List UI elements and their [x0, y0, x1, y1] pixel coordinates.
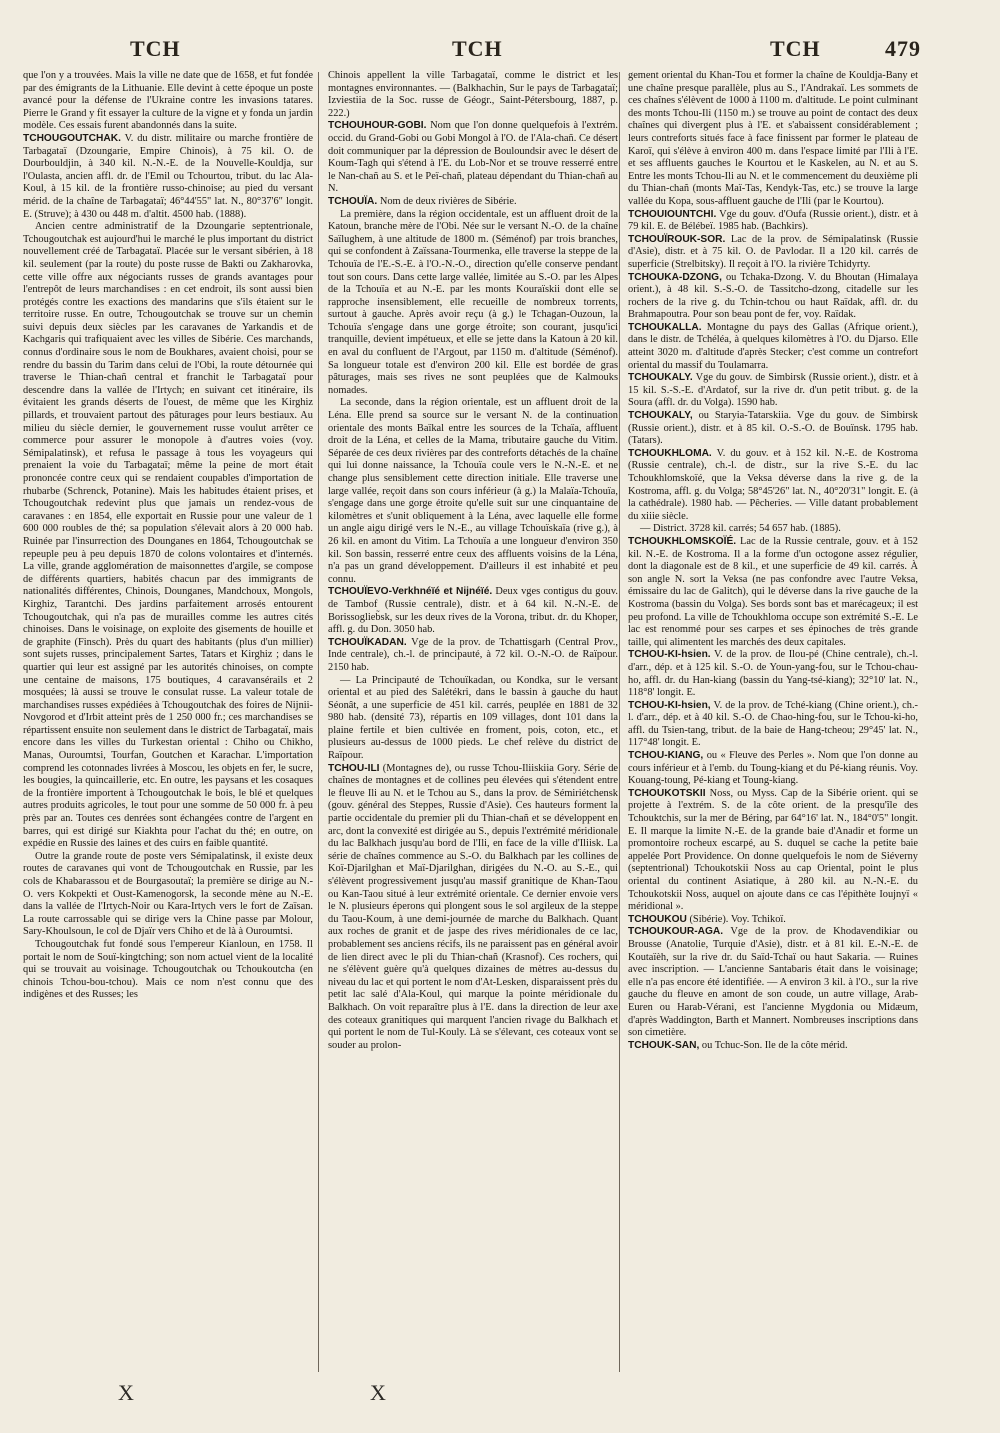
dictionary-entry	[328, 763, 618, 1053]
entry-text: (Montagnes de), ou russe Tchou-Iliiskiia Gory. Série de chaînes de montagnes et de collines peu élevées qui s'étendent entre le fleuve Ili au N. et le Tchou au S., dans la prov. de Sémiriétchensk (gouv. général des Steppes, Russie d'Asie). Ces hauteurs forment la partie occidentale du premier pli du Thian-chañ et se développent en arc, dont la convexité est dirigée au S., depuis l'extrémité méridionale du lac Balkhach jusqu'au bord de l'Ili, en face de la ville d'Iliisk. La série de chaînes commence au S.-O. du Balkhach par les collines de Koï-Djarilghan et Maï-Djarilghan, dirigées du N.-O. au S.-E., qui s'élèvent progressivement jusqu'au massif granitique de Khan-Taou ou Kan-Taou situé à leur extrémité orientale. Ce dernier envoie vers le N. plusieurs éperons qui plongent sous le sol argileux de la steppe du Taou-Koum, à une demi-journée de marche du Balkhach. Quant aux roches de granit et de jaspe des rives méridionales de ce lac, probablement ses anciens récifs, ils ne paraissent pas en général avoir de lien direct avec le pli du Thian-chañ (Krasnof). Ces rochers, qui ne s'élèvent guère qu'à quelques dizaines de mètres au-dessus du niveau du lac et qui portent le nom d'At-Lesken, disparaissent près du petit lac salé d'Ala-Koul, qui marque la pointe méridionale du Balkhach. On voit reparaître plus à l'E. dans la direction de leur axe des coteaux granitiques qui marquent l'ancien rivage du Balkhach et qui portent le nom de Tul-Kouly. Là se s'élevant, ces coteaux vont se souder au prolon-	[328, 762, 618, 1051]
column-3	[628, 70, 918, 1380]
dictionary-entry	[628, 448, 918, 524]
column-2	[328, 70, 618, 1380]
entry-text: Nom de deux rivières de Sibérie.	[377, 195, 517, 207]
paragraph	[328, 209, 618, 398]
entry-text: La première, dans la région occidentale, est un affluent droit de la Katoun, branche mère de l'Obi. Née sur le versant N.-O. de la chaîne Saïlughem, à une altitude de 1800 m. (Séménof) par trois branches, qui se confondent à Zaïssana-Tourmenka, elle traverse la steppe de la Tchouïa de l'E.-S.-E. à l'O.-N.-O., direction qu'elle conserve pendant tout son cours. Dans cette large vallée, limitée au S.-O. par les Alpes de la Tchouïa et au N.-E. par les monts Kouraïskii dont elle se rapproche insensiblement, elle recueille de nombreux torrents, surtout à gauche. Après avoir reçu (à g.) le Tchagan-Ouzoun, la Tchouïa s'engage dans une gorge étroite; son courant, jusqu'ici tranquille, devient impétueux, et elle se jette dans la Katoun à 20 kil. en aval du confluent de l'Argout, par 1150 m. d'altitude (Séménof). Sa longueur totale est d'environ 200 kil. Elle est bordée de gras pâturages, mais ses rives ne sont peuplées que de Kalmouks nomades.	[328, 208, 618, 396]
entry-text: ou Staryia-Tatarskiia. Vge du gouv. de Simbirsk (Russie orient.), distr. et à 85 kil. O.-S.-O. de Bouïnsk. 1795 hab. (Tatars).	[628, 410, 918, 447]
column-1	[23, 70, 313, 1380]
entry-text: que l'on y a trouvées. Mais la ville ne date que de 1658, et fut fondée par des émigrants de la Lithuanie. Elle devint à cette époque un poste avancé pour la défense de l'Ukraine contre les invasions tatares. Pierre le Grand y fit essayer la culture de la vigne et y fonda un jardin modèle. Ces essais furent abandonnés dans la suite.	[23, 70, 313, 132]
paragraph	[23, 70, 313, 133]
header-center: TCH	[452, 36, 503, 61]
paragraph	[23, 939, 313, 1002]
entry-headword: TCHOUHOUR-GOBI.	[328, 120, 427, 132]
paragraph	[328, 70, 618, 120]
dictionary-entry	[328, 586, 618, 636]
entry-headword: TCHOUIOUNTCHI.	[628, 208, 717, 220]
entry-text: V. du distr. militaire ou marche frontière de Tarbagataï (Dzoungarie, Empire Chinois), à 75 kil. O. de Dourbouldjin, à 340 kil. N.-N.-E. de la Nouvelle-Kouldja, sur l'Oulasta, ancien affl. dr. de l'Emil ou Tchourtou, tribut. du lac Ala-Koul, à 15 kil. de la frontière russo-chinoise; au pied du versant mérid. de la chaîne de Tarbagataï; 46°44'55" lat. N., 80°37'6" longit. E. (Struve); à 430 ou 448 m. d'altit. 4500 hab. (1888).	[23, 132, 313, 220]
paragraph	[628, 70, 918, 209]
entry-text: Vge de la prov. de Tchattisgarh (Central Prov., Inde centrale), ch.-l. de principauté, à 72 kil. O.-N.-O. de Raïpour. 2150 hab.	[328, 636, 618, 673]
column-divider	[318, 72, 319, 1372]
dictionary-entry	[628, 272, 918, 322]
entry-headword: TCHOU-KIANG,	[628, 750, 704, 762]
entry-headword: TCHOUÏA.	[328, 195, 378, 207]
entry-headword: TCHOUKALY,	[628, 410, 693, 422]
dictionary-entry	[628, 926, 918, 1039]
entry-text: Outre la grande route de poste vers Sémipalatinsk, il existe deux routes de caravanes qui vont de Tchougoutchak en Russie, par les cols de Khabarassou et de Bourgasoutaï; la première se dirige au N.-O. vers Kokpekti et Oust-Kamenogorsk, la seconde mène au N.-E. dans la vallée de l'Irtych-Noir ou Kara-Irtych vers le fort de Zaïsan. La route carrossable qui se dirige vers la Chine passe par Molour, Sary-Khoulsoun, le col de Djaïr vers Chiho et de là à Ouroumtsi.	[23, 850, 313, 938]
entry-headword: TCHOUKHLOMA.	[628, 447, 712, 459]
entry-headword: TCHOUK-SAN,	[628, 1039, 700, 1051]
dictionary-entry	[628, 914, 918, 927]
entry-headword: TCHOUKHLOMSKOÏÉ.	[628, 535, 737, 547]
dictionary-entry	[628, 700, 918, 750]
header-right: TCH	[770, 36, 821, 61]
dictionary-entry	[628, 750, 918, 788]
dictionary-entry	[328, 120, 618, 196]
entry-text: Vge du gouv. d'Oufa (Russie orient.), distr. et à 79 kil. E. de Bélébeï. 1985 hab. (Bachkirs).	[628, 208, 918, 233]
dictionary-entry	[328, 637, 618, 675]
entry-headword: TCHOUÏKADAN.	[328, 636, 407, 648]
entry-text: Lac de la prov. de Sémipalatinsk (Russie d'Asie), distr. et à 75 kil. O. de Pavlodar. Il a 120 kil. carrés de superficie (Strelbitsky). Il reçoit à l'O. la rivière Tchidyrty.	[628, 233, 918, 270]
header-left: TCH	[130, 36, 181, 61]
entry-text: Vge de la prov. de Khodavendikiar ou Brousse (Anatolie, Turquie d'Asie), distr. et à 81 kil. E.-N.-E. de Koutaïèh, sur la rive dr. du Saïd-Tchaï ou haut Sakaria. — Ruines avec inscription. — L'ancienne Santabaris était dans le voisinage; elle n'a pas encore été identifiée. — A environ 3 kil. à l'O., sur la rive gauche du fleuve en amont de son coude, un autre village, Arab-Euren ou Harab-Vérani, est l'ancienne Mygdonia ou Midæum, d'après Waddington, Barth et Mannert. Nombreuses inscriptions dans son cimetière.	[628, 926, 918, 1039]
entry-text: ou « Fleuve des Perles ». Nom que l'on donne au cours inférieur et à l'emb. du Toung-kiang et du Pé-kiang réunis. Voy. Kouang-toung, Pé-kiang et Toung-kiang.	[628, 750, 918, 787]
entry-text: ou Tchuc-Son. Ile de la côte mérid.	[699, 1039, 848, 1051]
entry-text: Noss, ou Myss. Cap de la Sibérie orient. qui se projette à l'extrém. S. de la côte orient. de la presqu'île des Tchouktchis, sur la mer de Béring, par 64°16' lat. N., 184°0'5" longit. E. Il marque la limite N.-E. de la grande baie d'Anadir et forme un promontoire rocheux escarpé, au S. duquel se cache la petite baie appelée Port Providence. On donne quelquefois le nom de Siéverny (septentrional) Tchoukotskii Noss au cap Oriental, point le plus oriental du continent Asiatique, à 280 kil. au N.-N.-E. du Tchoukotskii Noss, auquel on ajoute dans ce cas l'épithète Ioujnyï « méridional ».	[628, 787, 918, 913]
footer-marks	[0, 1380, 1000, 1410]
dictionary-entry	[628, 536, 918, 649]
paragraph	[628, 523, 918, 536]
entry-headword: TCHOU-ILI	[328, 762, 380, 774]
entry-headword: TCHOUKALLA.	[628, 321, 702, 333]
entry-text: V. de la prov. de Ilou-pé (Chine centrale), ch.-l. d'arr., dép. et à 125 kil. S.-O. de Youn-yang-fou, sur le Tchou-chau-ho, affl. dr. du Han-kiang (bassin du Yang-tsé-kiang); 32°10' lat. N., 118°8' longit. E.	[628, 649, 918, 699]
paragraph	[23, 851, 313, 939]
dictionary-entry	[628, 322, 918, 372]
dictionary-entry	[628, 1040, 918, 1053]
entry-text: Chinois appellent la ville Tarbagataï, comme le district et les montagnes environnantes. — (Balkhachin, Sur le pays de Tarbagataï; Izviestiia de la Soc. russe de Géogr., Saint-Pétersbourg, 1887, p. 222.)	[328, 70, 618, 119]
entry-headword: TCHOU-KI-hsien,	[628, 699, 711, 711]
entry-text: Tchougoutchak fut fondé sous l'empereur Kianloun, en 1758. Il portait le nom de Souï-kingtching; son nom actuel vient de la localité qui se trouvait au voisinage. Tchougoutchak ou Tchoukoutcha (en chinois Tchou-bou-tchou). Mais ce nom n'est connu que des indigènes et des Russes; les	[23, 938, 313, 1001]
handwritten-mark: X	[118, 1380, 134, 1405]
entry-headword: TCHOU-KI-hsien.	[628, 649, 711, 661]
entry-text: La seconde, dans la région orientale, est un affluent droit de la Léna. Elle prend sa source sur le versant N. de la continuation orientale des monts Baïkal entre les sources de la Tchaïa, affluent droit de la Léna, et celles de la Mama, tributaire gauche du Vitim. Séparée de ces deux rivières par des contreforts détachés de la chaîne qui lui donne naissance, la Tchouïa coule vers le N.-N.-E. et ne change plus sensiblement cette direction initiale. Elle traverse une large vallée, reçoit dans son cours inférieur (à g.) la Malaïa-Tchouïa, s'engage dans une gorge étroite qu'elle suit sur une cinquantaine de kilomètres et s'unit obliquement à la Léna, avec laquelle elle forme un angle aigu dirigé vers le N.-E., au village Tchouïskaïa (rive g.), à 26 kil. en amont du Vitim. La Tchouïa a une longueur d'environ 350 kil. Son bassin, resserré entre ceux des affluents voisins de la Léna, n'a pas un grand développement. D'ailleurs il est inhabité et peu connu.	[328, 397, 618, 585]
entry-text: Ancien centre administratif de la Dzoungarie septentrionale, Tchougoutchak est aujourd'hui le marché le plus important du district nouvellement créé de Tarbagataï. Placée sur le versant sibérien, à 18 kil. seulement (par la route) du poste russe de Bakti ou Zakharovka, cette ville offre aux négociants russes de grands avantages pour l'entrepôt de leurs marchandises : en cet endroit, ils sont aussi bien protégés contre les exactions des mandarins que s'ils étaient sur le territoire russe. En outre, Tchougoutchak se trouve sur un chemin suivi depuis deux siècles par les caravanes de Yarkandis et de Kachgaris qui trafiquaient avec les villes de Sibérie. Ces marchands, connus d'ordinaire sous le nom de Boukhares, avaient choisi, pour se rendre du bassin du Tarim dans celui de l'Obi, la route détournée qui traverse le Thian-chañ central et franchit le Tarbagataï pour descendre dans la vallée de l'Irtych; en suivant cet itinéraire, ils évitaient les grands déserts de l'ouest, de même que les Kirghiz pillards, et trouvaient partout des pâturages pour leurs bestiaux. Au milieu du siècle dernier, le gouvernement russe voulut arrêter ce commerce pour assurer le monopole à d'autres voies (voy. Sémipalatinsk), et refusa le passage à tous les voyageurs qui prenaient la voie du Tarbagataï; même la peine de mort était prononcée contre ceux qui se rendaient coupables d'importation de rhubarbe (Schrenck, Potanine). Mais les habitudes étaient prises, et Tchougoutchak redevint plus que jamais un rendez-vous de caravanes : en 1854, elle exportait en Russie pour une valeur de 1 600 000 roubles de thé; sa population s'élevait alors à 20 000 hab. Ruinée par l'insurrection des Dounganes en 1864, Tchougoutchak se repeuple peu à peu depuis 1870 de colons volontaires et d'internés. La ville, grande agglomération de maisonnettes d'argile, se compose de différents quartiers, habités chacun par des immigrants de nationalités différentes, Chinois, Dounganes, Mandchoux, Mongols, Kirghiz, Tarantchi. Des jardins parfaitement arrosés entourent Tchougoutchak, qui n'a pas de murailles comme les autres cités chinoises. Dans le voisinage, on exploite des gisements de houille et de graphite (Finsch). Près du quart des habitants (plus d'un millier) sont sujets russes, principalement Sartes, Tatars et Kirghiz ; dans le quartier qui leur est assigné par les autorités chinoises, on compte une centaine de maisons, 175 boutiques, 4 caravansérails et 2 mosquées; là aussi se trouve le consulat russe. La valeur totale de marchandises russes expédiées à Tchougoutchak des foires de Nijnii-Novgorod et d'Irbit atteint près de 1 250 000 fr.; ces marchandises se répartissent ensuite non seulement dans le district de Tarbagataï, mais encore dans les villes du Turkestan oriental : Chiho ou Chikho, Manas, Ouroumtsi, Tourfan, Goutchen et Karachar. L'importation comprend les cotonnades livrées à Moscou, les objets en fer, le sucre, les bougies, la quincaillerie, etc. En outre, les paysans et les cosaques de la frontière importent à Tchougoutchak le bois, le blé et quelques autres produits agricoles, le tout pour une somme de 50 000 fr. à peu près par an. Toutes ces denrées sont échangées contre de l'argent en barres, qui est dirigé sur Kiakhta pour l'achat du thé; en outre, on expédie en Russie des laines et des cuirs en faible quantité.	[23, 221, 313, 850]
entry-text: Montagne du pays des Gallas (Afrique orient.), dans le distr. de Tchéléa, à quelques kilomètres à l'O. du Djarso. Elle atteint 3020 m. d'altitude d'après Stecker; c'est comme un contrefort oriental du massif du Toulamarra.	[628, 321, 918, 371]
entry-text: V. de la prov. de Tché-kiang (Chine orient.), ch.-l. d'arr., dép. et à 40 kil. S.-O. de Chao-hing-fou, sur le Tchou-ki-ho, affl. du Tsien-tang, tribut. de la baie de Hang-tcheou; 29°45' lat. N., 117°48' longit. E.	[628, 699, 918, 749]
dictionary-entry	[628, 234, 918, 272]
dictionary-entry	[628, 649, 918, 699]
entry-headword: TCHOUÏROUK-SOR.	[628, 233, 726, 245]
entry-text: Deux vges contigus du gouv. de Tambof (Russie centrale), distr. et à 64 kil. N.-N.-E. de Borissoglieb̃sk, sur les deux rives de la Vorona, tribut. dr. du Khoper, affl. g. du Don. 3050 hab.	[328, 586, 618, 636]
entry-text: — La Principauté de Tchouïkadan, ou Kondka, sur le versant oriental et au pied des Salétékri, dans le bassin à gauche du haut Séonât, a une superficie de 451 kil. carrés, peuplée en 1881 de 32 980 hab. (densité 73), répartis en 109 villages, dont 101 dans la plaine fertile et bien cultivée en froment, pois, coton, etc., et plusieurs au-dessus de 1000 pieds. Le chef relève du district de Raïpour.	[328, 674, 618, 762]
paragraph	[328, 675, 618, 763]
entry-headword: TCHOUÏEVO-Verkhnéïé et Nijnéïé.	[328, 586, 493, 598]
entry-text: V. du gouv. et à 152 kil. N.-E. de Kostroma (Russie centrale), ch.-l. de distr., sur la rive S.-E. du lac Tchoukhlomskoïé, que la Veksa déverse dans la rive g. de la Kostroma, affl. g. du Volga; 58°45'26" lat. N., 40°20'31" longit. E. (à la cathédrale). 1980 hab. — Pêcheries. — Ville datant probablement du xiiie siècle.	[628, 447, 918, 522]
dictionary-entry	[328, 196, 618, 209]
entry-text: ou Tchaka-Dzong. V. du Bhoutan (Himalaya orient.), à 48 kil. S.-S.-O. de Tassitcho-dzong, citadelle sur les rochers de la rive g. du Tchin-tchou ou haut Raïdak, affl. dr. du Brahmapoutra. Pour son beau pont de fer, voy. Raïdak.	[628, 271, 918, 321]
entry-text: Vge du gouv. de Simbirsk (Russie orient.), distr. et à 15 kil. S.-S.-E. d'Ardatof, sur la rive dr. d'un petit tribut. g. de la Soura (affl. dr. du Volga). 1590 hab.	[628, 372, 918, 409]
dictionary-entry	[23, 133, 313, 221]
entry-text: Lac de la Russie centrale, gouv. et à 152 kil. N.-E. de Kostroma. Il a la forme d'un octogone assez régulier, dont la diagonale est de 8 kil., et une superficie de 49 kil. carrés. À son angle N. sort la Veksa (ne pas confondre avec l'autre Veksa, émissaire du lac de Galitch), qui le déverse dans la rive gauche de la Kostroma (bassin du Volga). Ses bords sont bas et marécageux; il est peu profond. La ville de Tchoukhloma occupe son extrémité S.-E. Le lac est renommé pour ses carpes et ses épinoches de très grande taille, qui alimentent les marchés des deux capitales.	[628, 535, 918, 648]
dictionary-entry	[628, 372, 918, 410]
paragraph	[328, 397, 618, 586]
dictionary-entry	[628, 410, 918, 448]
column-divider	[619, 72, 620, 1372]
entry-headword: TCHOUKALY.	[628, 372, 693, 384]
entry-headword: TCHOUGOUTCHAK.	[23, 132, 121, 144]
paragraph	[23, 221, 313, 851]
dictionary-entry	[628, 788, 918, 914]
dictionary-entry	[628, 209, 918, 234]
page-number: 479	[885, 36, 921, 61]
entry-headword: TCHOUKOTSKII	[628, 787, 706, 799]
entry-headword: TCHOUKOU	[628, 913, 687, 925]
entry-headword: TCHOUKOUR-AGA.	[628, 926, 724, 938]
handwritten-mark: X	[370, 1380, 386, 1405]
entry-headword: TCHOUKA-DZONG,	[628, 271, 722, 283]
entry-text: — District. 3728 kil. carrés; 54 657 hab. (1885).	[640, 523, 841, 535]
entry-text: (Sibérie). Voy. Tchikoï.	[686, 913, 786, 925]
entry-text: Nom que l'on donne quelquefois à l'extrém. occid. du Grand-Gobi ou Gobi Mongol à l'O. de l'Ala-chañ. Ce désert doit communiquer par la dépression de Bouloundsir avec le désert de Koum-Tagh qui s'étend à l'E. du Lob-Nor et se trouve resserré entre le Nan-chañ au S. et le Peï-chañ, plateau dépendant du Thian-chañ au N.	[328, 120, 618, 195]
entry-text: gement oriental du Khan-Tou et former la chaîne de Kouldja-Bany et une chaîne presque parallèle, plus au S., l'Andrakaï. Les sommets de ces chaînes s'élèvent de 1000 à 1100 m. d'altitude. Le point culminant des monts Tchou-Ili (1150 m.) se trouve au point de contact des deux chaînes qui divergent plus à l'E. et s'abaissent considérablement ; leurs contreforts situés face à face finissent par former le plateau de Karoï, qui s'élève à environ 400 m. dans l'espace limité par l'Ili à l'E. et ses affluents gauches le Kourtou et le Kaskelen, au N. et au S. Entre les monts Tchou-Ili au N. et le commencement du deuxième pli du Thian-chañ (monts Maï-Tas, Kendyk-Tas, etc.) se trouve la large vallée du Kopa, sous-affluent gauche de l'Ili (par le Kourtou).	[628, 70, 918, 207]
